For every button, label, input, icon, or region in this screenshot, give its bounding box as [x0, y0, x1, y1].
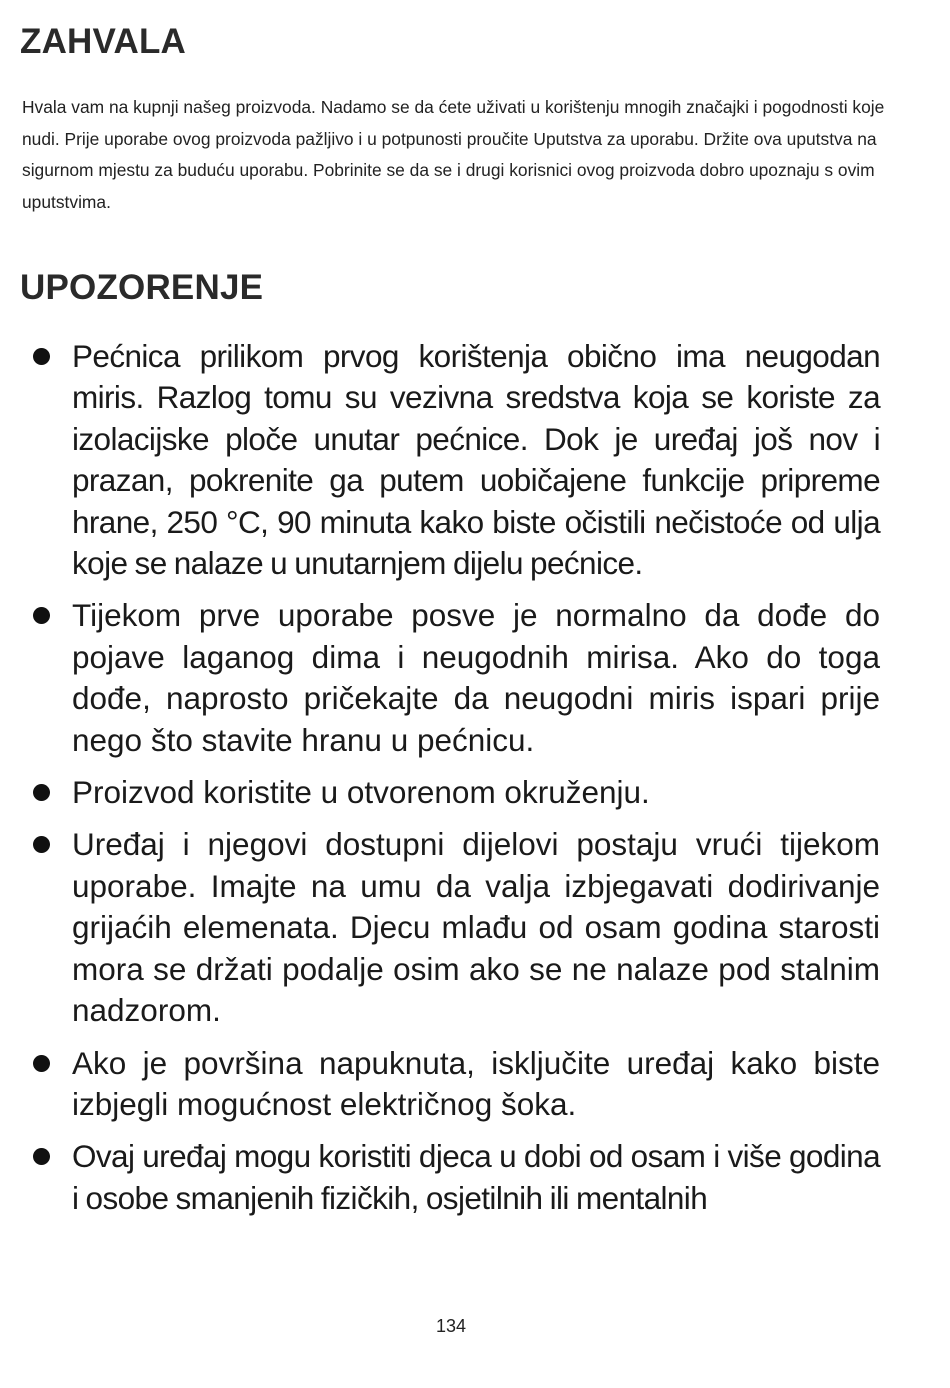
warning-item: [0, 1136, 880, 1219]
warning-text: Uređaj i njegovi dostupni dijelovi postaju vrući tijekom uporabe. Imajte na umu da valja izbjegavati dodirivanje grijaćih elemenata. Djecu mlađu od osam godina starosti mora se držati podalje osim ako se ne nalaze pod stalnim nadzorom.: [72, 826, 880, 1029]
heading-thanks: ZAHVALA: [20, 22, 187, 61]
warning-text: Proizvod koristite u otvorenom okruženju.: [72, 774, 650, 811]
heading-warning: UPOZORENJE: [20, 268, 264, 307]
warning-item: [0, 336, 880, 584]
bullet-icon: [33, 1055, 50, 1072]
intro-paragraph: Hvala vam na kupnji našeg proizvoda. Nadamo se da ćete uživati u korištenju mnogih značajki i pogodnosti koje nudi. Prije uporabe ovog proizvoda pažljivo i u potpunosti proučite Uputstva za uporabu. Držite ova uputstva na sigurnom mjestu za buduću uporabu. Pobrinite se da se i drugi korisnici ovog proizvoda dobro upoznaju s ovim uputstvima.: [22, 97, 885, 212]
warning-item: [0, 824, 880, 1031]
warning-text: Ako je površina napuknuta, isključite uređaj kako biste izbjegli mogućnost električnog šoka.: [72, 1044, 880, 1122]
bullet-icon: [33, 348, 50, 365]
warning-list: [0, 336, 950, 1230]
page-number: 134: [435, 1316, 467, 1336]
warning-text: Tijekom prve uporabe posve je normalno da dođe do pojave laganog dima i neugodnih mirisa. Ako do toga dođe, naprosto pričekajte da neugodni miris ispari prije nego što stavite hranu u pećnicu.: [72, 597, 880, 758]
bullet-icon: [33, 1148, 50, 1165]
warning-item: [0, 772, 880, 813]
bullet-icon: [33, 836, 50, 853]
warning-item: [0, 595, 880, 761]
bullet-icon: [33, 607, 50, 624]
bullet-icon: [33, 784, 50, 801]
warning-text: Ovaj uređaj mogu koristiti djeca u dobi od osam i više godina i osobe smanjenih fizičkih, osjetilnih ili mentalnih: [72, 1138, 880, 1216]
warning-item: [0, 1043, 880, 1126]
warning-text: Pećnica prilikom prvog korištenja obično ima neugodan miris. Razlog tomu su vezivna sredstva koja se koriste za izolacijske ploče unutar pećnice. Dok je uređaj još nov i prazan, pokrenite ga putem uobičajene funkcije pripreme hrane, 250 °C, 90 minuta kako biste očistili nečistoće od ulja koje se nalaze u unutarnjem dijelu pećnice.: [72, 338, 880, 582]
